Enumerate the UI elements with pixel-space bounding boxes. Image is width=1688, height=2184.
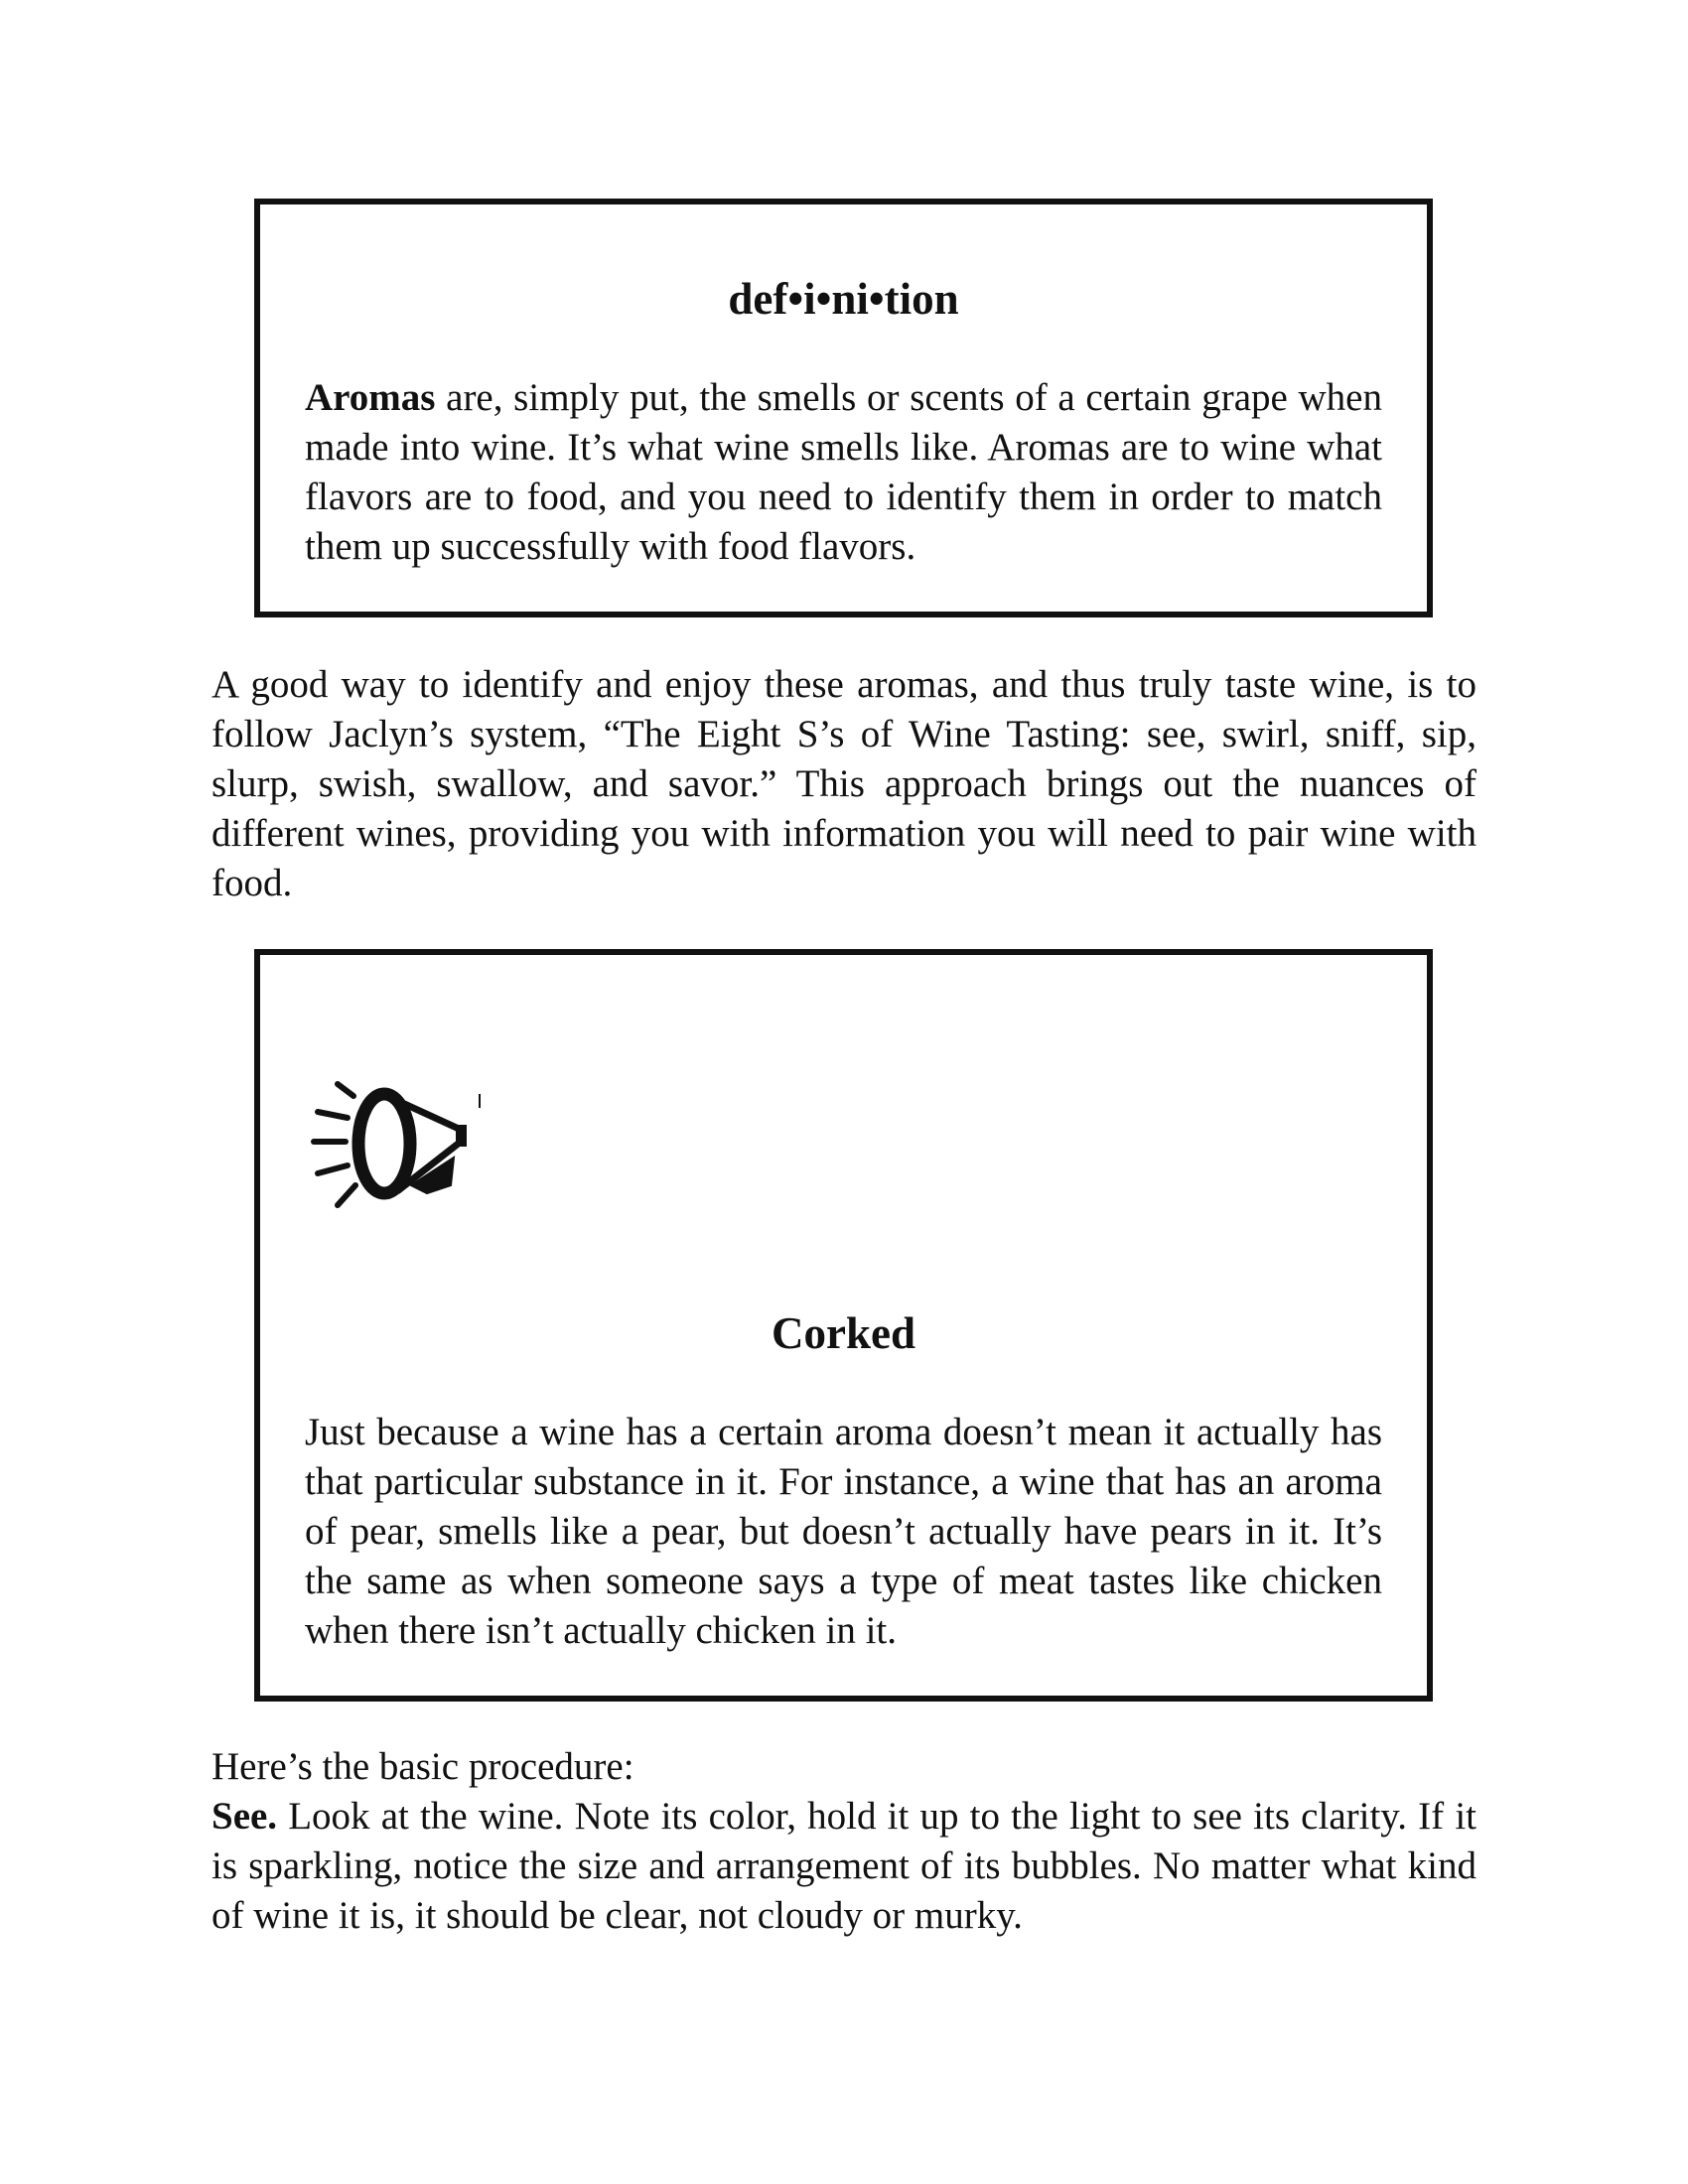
definition-text [305,373,1382,572]
definition-box [254,199,1433,617]
definition-term: Aromas [305,376,436,419]
corked-text: Just because a wine has a certain aroma doesn’t mean it actually has that particular substance in it. For instance, a wine that has an aroma of pear, smells like a pear, but doesn’t actually have pears in it. It’s the same as when someone says a type of meat tastes like chicken when there isn’t actually chicken in it. [305,1411,1382,1652]
procedure-intro: Here’s the basic procedure: [211,1745,634,1788]
see-paragraph [211,1792,1477,1941]
megaphone-icon [310,1074,489,1223]
corked-box [254,949,1433,1702]
intro-paragraph: A good way to identify and enjoy these aromas, and thus truly taste wine, is to follow Jaclyn’s system, “The Eight S’s of Wine Tasting: see, swirl, sniff, sip, slurp, swish, swallow, and savor.” This approach brings out the nuances of different wines, providing you with information you will need to pair wine with food. [211,663,1477,904]
definition-heading: def•i•ni•tion [728,274,959,324]
definition-body: are, simply put, the smells or scents of a certain grape when made into wine. It’s what wine smells like. Aromas are to wine what flavors are to food, and you need to identify them in order to match them up successfully with food flavors. [305,376,1382,568]
see-text: Look at the wine. Note its color, hold it up to the light to see its clarity. If it is sparkling, notice the size and arrangement of its bubbles. No matter what kind of wine it is, it should be clear, not cloudy or murky. [211,1795,1477,1937]
corked-heading: Corked [772,1308,915,1358]
see-label: See. [211,1795,278,1838]
